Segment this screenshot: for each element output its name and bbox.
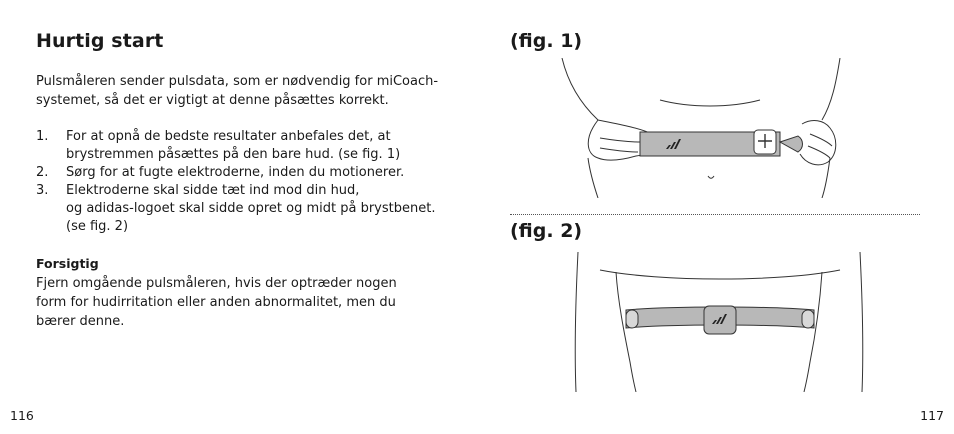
step-number: 2. [36,165,49,180]
arm-outline-left [575,252,578,392]
fig1-illustration [540,58,880,198]
step-line: Elektroderne skal sidde tæt ind mod din hud, [66,183,360,198]
chest-line [660,100,760,106]
torso-side-left [616,272,636,392]
intro-line: Pulsmåleren sender pulsdata, som er nødvendig for miCoach- [36,74,439,89]
intro-line: systemet, så det er vigtigt at denne påsættes korrekt. [36,93,389,108]
page-number-left: 116 [10,408,34,423]
step-line: og adidas-logoet skal sidde opret og midt på brystbenet. [66,201,436,216]
fig2-label: (fig. 2) [510,220,583,242]
step-line: Sørg for at fugte elektroderne, inden du motionerer. [66,165,405,180]
step-line: (se fig. 2) [66,219,129,234]
fig1-label: (fig. 1) [510,30,583,52]
step-item [36,164,466,182]
left-fingers [600,138,640,152]
step-number: 3. [36,183,49,198]
step-text [66,128,400,164]
warning-line: Fjern omgående pulsmåleren, hvis der optræder nogen [36,276,397,291]
intro-paragraph [36,72,456,110]
step-number: 1. [36,129,49,144]
steps-list [36,128,466,236]
step-text [66,182,435,236]
torso-side-right [804,272,822,392]
warning-line: form for hudirritation eller anden abnormalitet, men du [36,295,396,310]
torso-outline-left [562,58,598,120]
shoulder-line [600,270,840,279]
step-line: For at opnå de bedste resultater anbefales det, at [66,129,391,144]
strap-buckle-left [626,310,638,328]
step-item [36,182,466,236]
fig2-illustration [560,252,880,392]
torso-outline-right [822,58,840,120]
step-line: brystremmen påsættes på den bare hud. (se fig. 1) [66,147,401,162]
warning-text [36,274,456,331]
page-title: Hurtig start [36,30,164,52]
step-text [66,164,404,182]
strap-end-tab [780,136,803,152]
navel [708,176,714,178]
dotted-divider [510,214,920,215]
strap-buckle-right [802,310,814,328]
torso-lower-left [588,158,598,198]
warning-line: bærer denne. [36,314,125,329]
warning-title: Forsigtig [36,256,99,271]
right-fingers [808,134,832,158]
page-number-right: 117 [920,408,944,423]
step-item [36,128,466,164]
arm-outline-right [860,252,863,392]
